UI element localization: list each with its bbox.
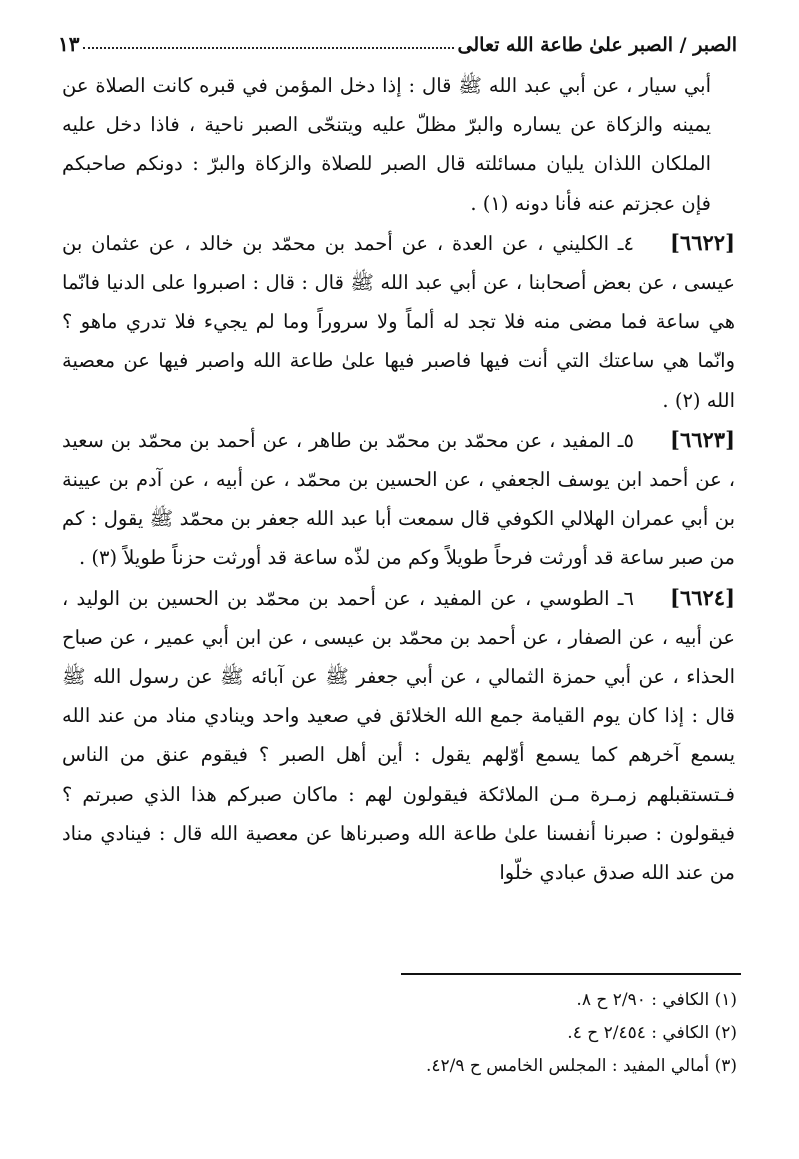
footnote: (١) الكافي : ٢/٩٠ ح ٨.: [576, 990, 737, 1010]
footnote: (٢) الكافي : ٢/٤٥٤ ح ٤.: [567, 1023, 737, 1043]
hadith-number: [٦٦٢٤]: [670, 584, 735, 610]
footnotes: [62, 984, 737, 1083]
footnote: (٣) أمالي المفيد : المجلس الخامس ح ٤٢/٩.: [425, 1056, 737, 1076]
hadith-number: [٦٦٢٢]: [670, 229, 735, 255]
main-text: [62, 66, 735, 892]
intro-paragraph: أبي سيار ، عن أبي عبد الله ﷺ قال : إذا دخل المؤمن في قبره كانت الصلاة عن يمينه والزكاة عن يساره والبرّ مظلّ عليه ويتنحّى الصبر ناحية ، فاذا دخل عليه الملكان اللذان يليان مسائلته قال الصبر للصلاة والزكاة والبرّ : دونكم صاحبكم فإن عجزتم عنه فأنا دونه (١) .: [62, 74, 711, 215]
hadith-text: ٥ـ المفيد ، عن محمّد بن محمّد بن طاهر ، عن أحمد بن محمّد بن سعيد ، عن أحمد ابن يوسف الجعفي ، عن الحسين بن محمّد ، عن أبيه ، عن آدم بن عيينة بن أبي عمران الهلالي الكوفي قال سمعت أبا عبد الله جعفر بن محمّد ﷺ يقول : كم من صبر ساعة قد أورثت فرحاً طويلاً وكم من لذّه ساعة قد أورثت حزناً طويلاً (٣) .: [62, 428, 735, 570]
hadith-text: ٦ـ الطوسي ، عن المفيد ، عن أحمد بن محمّد بن الحسين بن الوليد ، عن أبيه ، عن الصفار ، عن أحمد بن محمّد بن عيسى ، عن ابن أبي عمير ، عن صباح الحذاء ، عن أبي حمزة الثمالي ، عن أبي جعفر ﷺ عن آبائه ﷺ عن رسول الله ﷺ قال : إذا كان يوم القيامة جمع الله الخلائق في صعيد واحد وينادي مناد من عند الله يسمع آخرهم كما يسمع أوّلهم يقول : أين أهل الصبر ؟ فيقوم عنق من الناس فـتستقبلهم زمـرة مـن الملائكة فيقولون لهم : ماكان صبركم هذا الذي صبرتم ؟ فيقولون : صبرنا أنفسنا علىٰ طاعة الله وصبرناها عن معصية الله قال : فينادي مناد من عند الله صدق عبادي خلّوا: [62, 586, 735, 885]
hadith-paragraph: [62, 420, 735, 578]
hadith-number: [٦٦٢٣]: [670, 426, 735, 452]
header-dot-leader: [83, 47, 453, 49]
running-header: [58, 22, 737, 56]
hadith-paragraph: [62, 223, 735, 420]
hadith-text: ٤ـ الكليني ، عن العدة ، عن أحمد بن محمّد بن خالد ، عن عثمان بن عيسى ، عن بعض أصحابنا ، عن أبي عبد الله ﷺ قال : قال : اصبروا على الدنيا فانّما هي ساعة فما مضى منه فلا تجد له ألماً ولا سروراً وما لم يجيء فلا تدري ماهو ؟ وانّما هي ساعتك التي أنت فيها فاصبر فيها علىٰ طاعة الله واصبر فيها عن معصية الله (٢) .: [62, 231, 735, 412]
footnote-divider: [401, 973, 741, 975]
page-number: ١٣: [58, 32, 80, 56]
header-title: الصبر / الصبر علىٰ طاعة الله تعالى: [457, 34, 737, 56]
hadith-paragraph: [62, 578, 735, 893]
